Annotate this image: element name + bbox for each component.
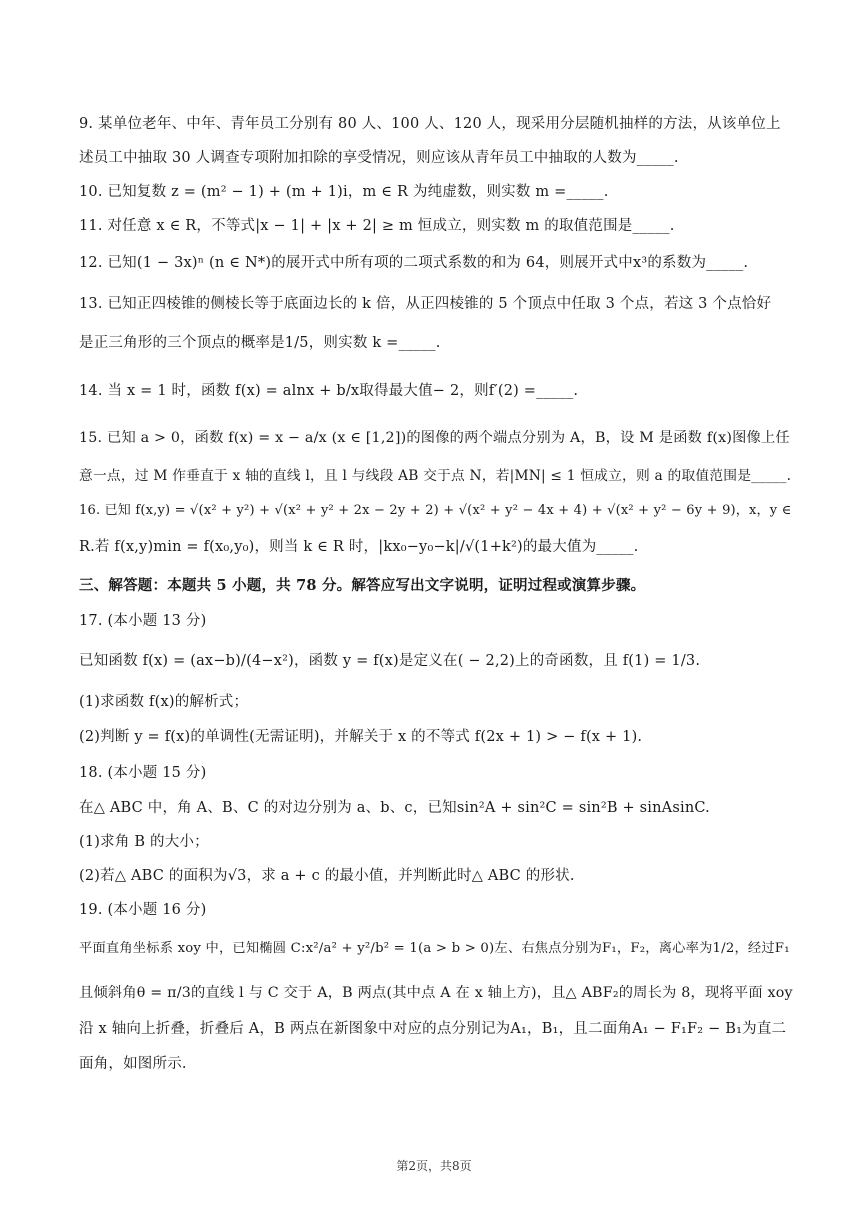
question-17-body: 已知函数 f(x) = (ax−b)/(4−x²)，函数 y = f(x)是定义在( − 2,2)上的奇函数，且 f(1) = 1/3. [79,653,701,669]
question-19-line-4: 面角，如图所示. [79,1056,187,1072]
question-9-line-1: 9. 某单位老年、中年、青年员工分别有 80 人、100 人、120 人，现采用分层随机抽样的方法，从该单位上 [79,116,781,132]
question-12: 12. 已知(1 − 3x)ⁿ (n ∈ N*)的展开式中所有项的二项式系数的和为 64，则展开式中x³的系数为_____. [79,255,749,271]
page-footer: 第2页，共8页 [396,1159,472,1173]
question-11: 11. 对任意 x ∈ R，不等式|x − 1| + |x + 2| ≥ m 恒成立，则实数 m 的取值范围是_____. [79,218,675,234]
question-16-line-1: 16. 已知 f(x,y) = √(x² + y²) + √(x² + y² + 2x − 2y + 2) + √(x² + y² − 4x + 4) + √(x² + y² − 6y + 9)，x，y ∈ [79,503,792,518]
question-19-line-1: 平面直角坐标系 xoy 中，已知椭圆 C:x²/a² + y²/b² = 1(a > b > 0)左、右焦点分别为F₁，F₂，离心率为1/2，经过F₁ [79,941,790,956]
question-17-part-2: (2)判断 y = f(x)的单调性(无需证明)，并解关于 x 的不等式 f(2x + 1) > − f(x + 1). [79,729,643,745]
section-heading-solutions: 三、解答题：本题共 5 小题，共 78 分。解答应写出文字说明，证明过程或演算步骤。 [79,577,646,594]
question-16-line-2: R.若 f(x,y)min = f(x₀,y₀)，则当 k ∈ R 时，|kx₀−y₀−k|/√(1+k²)的最大值为_____. [79,539,639,555]
question-19-line-2: 且倾斜角θ = π/3的直线 l 与 C 交于 A，B 两点(其中点 A 在 x 轴上方)，且△ ABF₂的周长为 8，现将平面 xoy [79,985,793,1001]
question-14: 14. 当 x = 1 时，函数 f(x) = alnx + b/x取得最大值− 2，则f′(2) =_____. [79,383,579,399]
question-18-body: 在△ ABC 中，角 A、B、C 的对边分别为 a、b、c，已知sin²A + sin²C = sin²B + sinAsinC. [79,800,710,816]
question-18-part-2: (2)若△ ABC 的面积为√3，求 a + c 的最小值，并判断此时△ ABC 的形状. [79,868,575,884]
question-19-header: 19. (本小题 16 分) [79,902,207,918]
question-15-line-1: 15. 已知 a > 0，函数 f(x) = x − a/x (x ∈ [1,2])的图像的两个端点分别为 A，B，设 M 是函数 f(x)图像上任 [79,430,790,446]
question-17-header: 17. (本小题 13 分) [79,613,207,629]
question-13-line-1: 13. 已知正四棱锥的侧棱长等于底面边长的 k 倍，从正四棱锥的 5 个顶点中任取 3 个点，若这 3 个点恰好 [79,296,772,312]
question-17-part-1: (1)求函数 f(x)的解析式； [79,694,249,710]
question-18-part-1: (1)求角 B 的大小； [79,834,209,850]
question-13-line-2: 是正三角形的三个顶点的概率是1/5，则实数 k =_____. [79,335,441,351]
question-18-header: 18. (本小题 15 分) [79,765,207,781]
question-15-line-2: 意一点，过 M 作垂直于 x 轴的直线 l，且 l 与线段 AB 交于点 N，若|MN| ≤ 1 恒成立，则 a 的取值范围是_____. [79,468,792,484]
question-10: 10. 已知复数 z = (m² − 1) + (m + 1)i，m ∈ R 为纯虚数，则实数 m =_____. [79,184,609,200]
question-9-line-2: 述员工中抽取 30 人调查专项附加扣除的享受情况，则应该从青年员工中抽取的人数为_____. [79,150,679,166]
question-19-line-3: 沿 x 轴向上折叠，折叠后 A，B 两点在新图象中对应的点分别记为A₁，B₁，且二面角A₁ − F₁F₂ − B₁为直二 [79,1021,787,1037]
